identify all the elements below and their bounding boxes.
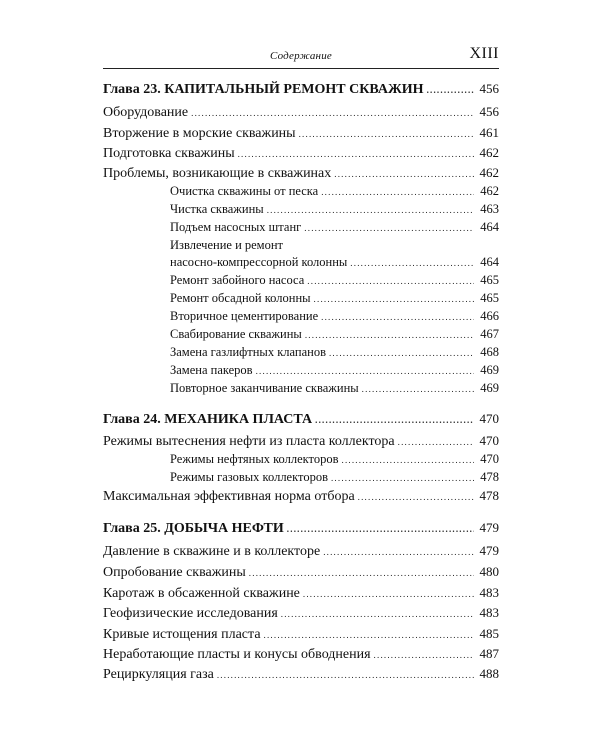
toc-label: Кривые истощения пласта <box>103 627 261 642</box>
leader-dots <box>217 671 474 680</box>
toc-page: 456 <box>479 81 499 96</box>
toc-subentry[interactable] <box>170 363 499 378</box>
leader-dots <box>314 295 474 304</box>
toc-label: Глава 23. КАПИТАЛЬНЫЙ РЕМОНТ СКВАЖИН <box>103 82 424 97</box>
toc-label: Вторичное цементирование <box>170 309 319 323</box>
leader-dots <box>287 525 474 534</box>
toc-label: Очистка скважины от песка <box>170 184 319 198</box>
toc-page: 483 <box>479 585 499 600</box>
toc-page: 469 <box>480 381 499 395</box>
toc-chapter-23[interactable] <box>103 81 499 98</box>
leader-dots <box>305 331 474 340</box>
toc-entry[interactable] <box>103 165 499 182</box>
leader-dots <box>249 569 474 578</box>
toc-entry[interactable] <box>103 433 499 450</box>
toc-subentry[interactable] <box>170 381 499 396</box>
toc-entry[interactable] <box>103 585 499 602</box>
leader-dots <box>334 170 474 179</box>
toc-subentry[interactable] <box>170 273 499 288</box>
toc-label: Ремонт забойного насоса <box>170 273 305 287</box>
leader-dots <box>362 385 474 394</box>
toc-entry[interactable] <box>103 626 499 643</box>
toc-label: Каротаж в обсаженной скважине <box>103 586 300 601</box>
leader-dots <box>331 474 474 483</box>
toc-page: 465 <box>480 273 499 287</box>
toc-chapter-24[interactable] <box>103 411 499 428</box>
toc-subentry[interactable] <box>170 345 499 360</box>
toc-entry[interactable] <box>103 125 499 142</box>
toc-subentry[interactable] <box>170 220 499 235</box>
leader-dots <box>304 224 474 233</box>
toc-page: 468 <box>480 345 499 359</box>
toc-page: 466 <box>480 309 499 323</box>
toc-subentry[interactable] <box>170 255 499 270</box>
leader-dots <box>238 150 474 159</box>
running-head-title: Содержание <box>269 50 332 62</box>
toc-subentry[interactable] <box>170 452 499 467</box>
page-number-roman: XIII <box>469 45 499 62</box>
toc-label: Рециркуляция газа <box>103 667 214 682</box>
toc-page: 485 <box>479 626 499 641</box>
toc-label: Максимальная эффективная норма отбора <box>103 489 355 504</box>
leader-dots <box>374 651 474 660</box>
leader-dots <box>256 367 474 376</box>
toc-page: 487 <box>479 646 499 661</box>
toc-label: Замена газлифтных клапанов <box>170 345 326 359</box>
toc-label: Вторжение в морские скважины <box>103 126 296 141</box>
toc-page: 479 <box>479 520 499 535</box>
toc-page: 478 <box>480 470 499 484</box>
toc-page: 488 <box>479 666 499 681</box>
toc-label: Замена пакеров <box>170 363 253 377</box>
toc-page: 461 <box>479 125 499 140</box>
toc-label: Опробование скважины <box>103 565 246 580</box>
toc-label: Подготовка скважины <box>103 146 235 161</box>
toc-label: Глава 24. МЕХАНИКА ПЛАСТА <box>103 412 313 427</box>
leader-dots <box>323 548 474 557</box>
leader-dots <box>264 631 474 640</box>
toc-chapter-25[interactable] <box>103 520 499 537</box>
leader-dots <box>299 130 474 139</box>
leader-dots <box>321 313 474 322</box>
toc-entry[interactable] <box>103 646 499 663</box>
toc-label: Проблемы, возникающие в скважинах <box>103 166 332 181</box>
leader-dots <box>350 259 474 268</box>
toc-subentry[interactable] <box>170 202 499 217</box>
leader-dots <box>281 610 474 619</box>
toc-subentry[interactable] <box>170 470 499 485</box>
toc-subentry[interactable] <box>170 184 499 199</box>
toc-page: 478 <box>479 488 499 503</box>
leader-dots <box>329 349 474 358</box>
leader-dots <box>358 493 474 502</box>
toc-entry[interactable] <box>103 564 499 581</box>
toc-label: Геофизические исследования <box>103 606 278 621</box>
toc-label: насосно-компрессорной колонны <box>170 255 348 269</box>
toc-label: Повторное заканчивание скважины <box>170 381 359 395</box>
toc-page: 464 <box>480 220 499 234</box>
leader-dots <box>315 416 474 425</box>
toc-label: Давление в скважине и в коллекторе <box>103 544 321 559</box>
toc-label: Глава 25. ДОБЫЧА НЕФТИ <box>103 521 284 536</box>
toc-page: 467 <box>480 327 499 341</box>
toc-label: Режимы газовых коллекторов <box>170 470 328 484</box>
leader-dots <box>303 590 474 599</box>
toc-entry[interactable] <box>103 145 499 162</box>
toc-page: 470 <box>479 433 499 448</box>
leader-dots <box>398 438 474 447</box>
toc-page: 463 <box>480 202 499 216</box>
toc-entry[interactable] <box>103 488 499 505</box>
toc-page: 469 <box>480 363 499 377</box>
toc-label: Неработающие пласты и конусы обводнения <box>103 647 371 662</box>
toc-entry[interactable] <box>103 104 499 121</box>
toc-subentry-line1: Извлечение и ремонт <box>170 238 283 252</box>
toc-label: Подъем насосных штанг <box>170 220 302 234</box>
toc-entry[interactable] <box>103 543 499 560</box>
running-head <box>103 44 499 69</box>
toc-page: 480 <box>479 564 499 579</box>
toc-page: 479 <box>479 543 499 558</box>
toc-label: Оборудование <box>103 105 189 120</box>
toc-label: Ремонт обсадной колонны <box>170 291 311 305</box>
leader-dots <box>191 109 474 118</box>
toc-entry[interactable] <box>103 605 499 622</box>
leader-dots <box>427 86 474 95</box>
toc-label: Режимы нефтяных коллекторов <box>170 452 339 466</box>
toc-page: 456 <box>479 104 499 119</box>
toc-page: 462 <box>479 165 499 180</box>
leader-dots <box>342 456 475 465</box>
toc-subentry[interactable] <box>170 309 499 324</box>
leader-dots <box>267 206 474 215</box>
toc-label: Чистка скважины <box>170 202 264 216</box>
leader-dots <box>321 188 474 197</box>
toc-page: 470 <box>479 411 499 426</box>
toc-page: 464 <box>480 255 499 269</box>
toc-subentry[interactable] <box>170 291 499 306</box>
toc-page: 462 <box>480 184 499 198</box>
toc-subentry[interactable] <box>170 327 499 342</box>
toc-page: 465 <box>480 291 499 305</box>
toc-label: Режимы вытеснения нефти из пласта коллектора <box>103 434 395 449</box>
toc-label: Свабирование скважины <box>170 327 302 341</box>
leader-dots <box>307 277 474 286</box>
toc-page: 462 <box>479 145 499 160</box>
toc-page: 483 <box>479 605 499 620</box>
toc-entry[interactable] <box>103 666 499 683</box>
toc-page: 470 <box>480 452 499 466</box>
